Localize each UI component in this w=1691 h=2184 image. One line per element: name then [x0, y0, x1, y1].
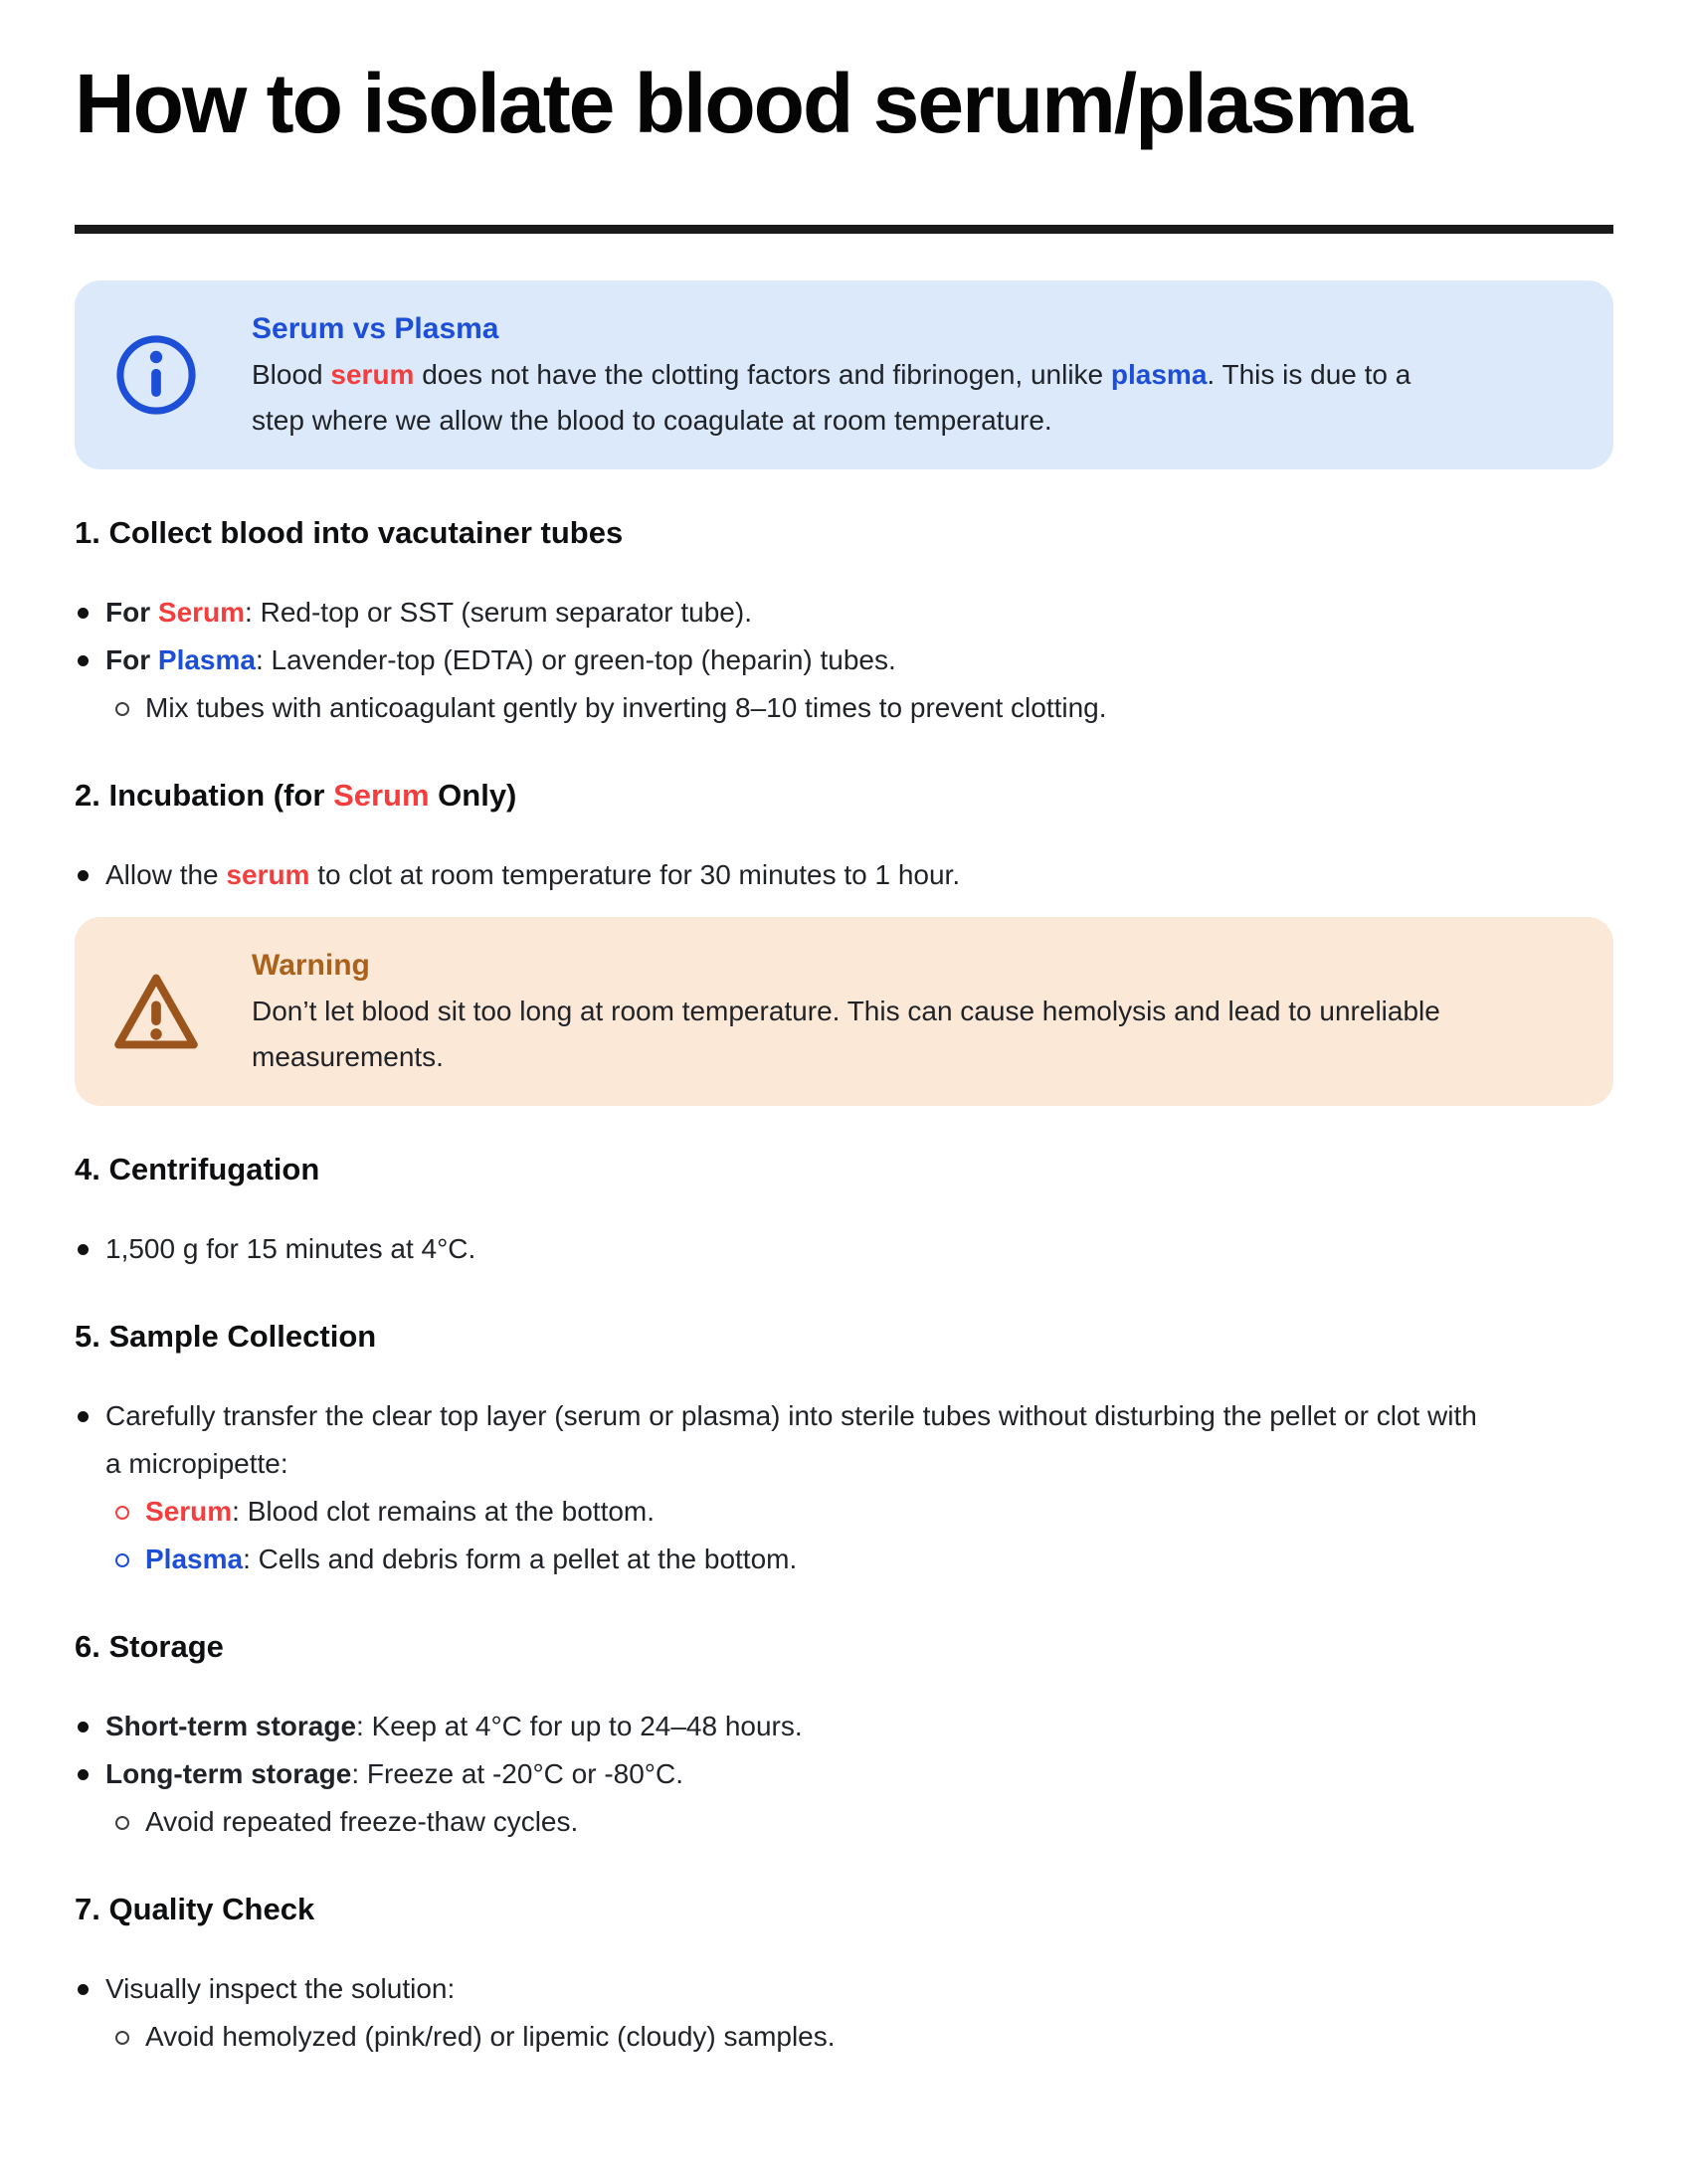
bullet-dot-icon — [78, 1769, 89, 1780]
bullet-dot-icon — [78, 870, 89, 881]
section-heading-storage: 6. Storage — [75, 1629, 224, 1664]
title-divider — [75, 225, 1613, 234]
bullet-circle-icon — [115, 2031, 129, 2045]
list-item: Long-term storage: Freeze at -20°C or -80°C. — [78, 1750, 1486, 1798]
section-heading-sample-collection: 5. Sample Collection — [75, 1319, 377, 1354]
section-list-incubation — [75, 851, 1613, 899]
list-item: Avoid hemolyzed (pink/red) or lipemic (cloudy) samples. — [115, 2013, 1526, 2061]
list-item: Plasma: Cells and debris form a pellet at the bottom. — [115, 1536, 1526, 1583]
bullet-dot-icon — [78, 655, 89, 666]
list-item: Mix tubes with anticoagulant gently by inverting 8–10 times to prevent clotting. — [115, 684, 1526, 732]
list-item: Carefully transfer the clear top layer (serum or plasma) into sterile tubes without disturbing the pellet or clot with a micropipette: — [78, 1392, 1486, 1488]
warning-icon — [112, 968, 200, 1055]
section-heading-incubation: 2. Incubation (for Serum Only) — [75, 778, 517, 813]
list-item: 1,500 g for 15 minutes at 4°C. — [78, 1225, 1486, 1273]
bullet-circle-icon — [115, 702, 129, 716]
bullet-dot-icon — [78, 1244, 89, 1255]
section-heading-centrifugation: 4. Centrifugation — [75, 1152, 320, 1186]
bullet-circle-icon — [115, 1553, 129, 1567]
section-list-collect — [75, 589, 1613, 732]
warning-callout-title: Warning — [252, 949, 370, 982]
section-list-storage — [75, 1703, 1613, 1846]
section-list-sample-collection — [75, 1392, 1613, 1583]
list-item: For Serum: Red-top or SST (serum separator tube). — [78, 589, 1486, 637]
info-callout-title: Serum vs Plasma — [252, 312, 499, 345]
info-callout-content — [252, 306, 1455, 444]
info-callout — [75, 280, 1613, 469]
warning-callout-text: Don’t let blood sit too long at room temperature. This can cause hemolysis and lead to unreliable measurements. — [252, 996, 1440, 1072]
section-heading-quality-check: 7. Quality Check — [75, 1892, 315, 1926]
section-list-centrifugation — [75, 1225, 1613, 1273]
list-item: Allow the serum to clot at room temperature for 30 minutes to 1 hour. — [78, 851, 1486, 899]
warning-callout — [75, 917, 1613, 1106]
list-item: Visually inspect the solution: — [78, 1965, 1486, 2013]
bullet-dot-icon — [78, 608, 89, 619]
warning-callout-content — [252, 943, 1455, 1080]
list-item: For Plasma: Lavender-top (EDTA) or green-top (heparin) tubes. — [78, 637, 1486, 684]
info-callout-text: Blood serum does not have the clotting factors and fibrinogen, unlike plasma. This is due to a step where we allow the blood to coagulate at room temperature. — [252, 359, 1411, 436]
section-heading-collect: 1. Collect blood into vacutainer tubes — [75, 515, 624, 550]
bullet-dot-icon — [78, 1722, 89, 1732]
bullet-circle-icon — [115, 1506, 129, 1520]
list-item: Serum: Blood clot remains at the bottom. — [115, 1488, 1526, 1536]
section-list-quality-check — [75, 1965, 1613, 2061]
bullet-circle-icon — [115, 1816, 129, 1830]
page-title: How to isolate blood serum/plasma — [75, 57, 1411, 150]
info-icon — [112, 331, 200, 419]
bullet-dot-icon — [78, 1411, 89, 1422]
list-item: Short-term storage: Keep at 4°C for up to 24–48 hours. — [78, 1703, 1486, 1750]
list-item: Avoid repeated freeze-thaw cycles. — [115, 1798, 1526, 1846]
bullet-dot-icon — [78, 1984, 89, 1995]
